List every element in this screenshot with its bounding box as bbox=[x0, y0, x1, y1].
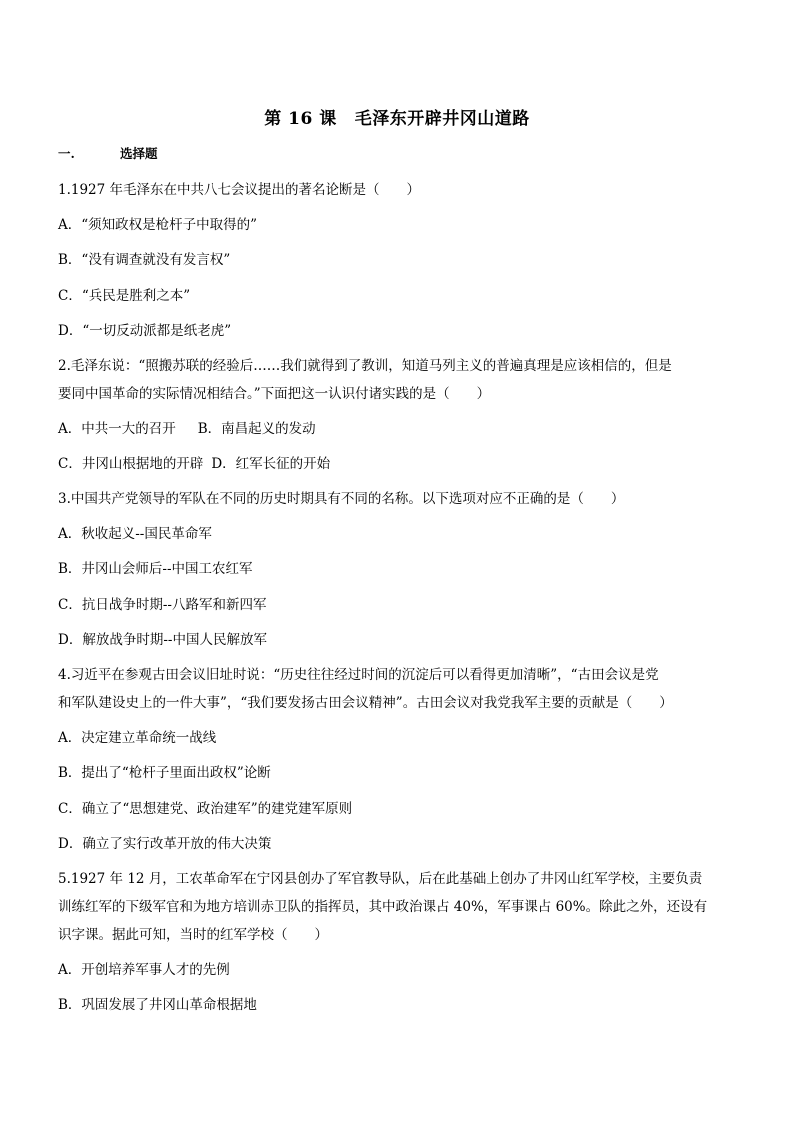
lesson-number: 第 16 课 bbox=[264, 109, 337, 129]
question-2-options-row-2 bbox=[58, 452, 330, 472]
question-1-option-a: A．“须知政权是枪杆子中取得的” bbox=[58, 217, 258, 233]
section-heading bbox=[58, 144, 158, 162]
question-3-stem: 3.中国共产党领导的军队在不同的历史时期具有不同的名称。以下选项对应不正确的是（ ） bbox=[58, 491, 625, 507]
question-2-stem-line-1: 2.毛泽东说：“照搬苏联的经验后……我们就得到了教训，知道马列主义的普遍真理是应该相信的，但是 bbox=[58, 358, 672, 374]
question-4-stem-line-1: 4.习近平在参观古田会议旧址时说：“历史往往经过时间的沉淀后可以看得更加清晰”，“古田会议是党 bbox=[58, 667, 659, 683]
question-3-option-b: B．井冈山会师后--中国工农红军 bbox=[58, 561, 253, 577]
section-number: 一. bbox=[58, 146, 75, 161]
question-1-option-d: D．“一切反动派都是纸老虎” bbox=[58, 323, 232, 339]
question-5-stem-line-3: 识字课。据此可知，当时的红军学校（ ） bbox=[58, 927, 328, 943]
question-4-stem-line-2: 和军队建设史上的一件大事”，“我们要发扬古田会议精神”。古田会议对我党我军主要的贡献是（ ） bbox=[58, 695, 673, 711]
section-label: 选择题 bbox=[120, 146, 158, 161]
question-4-option-b: B．提出了“枪杆子里面出政权”论断 bbox=[58, 765, 271, 781]
question-3-option-d: D．解放战争时期--中国人民解放军 bbox=[58, 632, 267, 648]
question-2-options-row-1 bbox=[58, 417, 316, 437]
question-4-option-a: A．决定建立革命统一战线 bbox=[58, 730, 217, 746]
question-2-option-d: D．红军长征的开始 bbox=[211, 456, 331, 472]
question-5-option-b: B．巩固发展了井冈山革命根据地 bbox=[58, 997, 257, 1013]
lesson-title: 毛泽东开辟井冈山道路 bbox=[354, 109, 530, 129]
question-2-stem-line-2: 要同中国革命的实际情况相结合。”下面把这一认识付诸实践的是（ ） bbox=[58, 386, 491, 402]
question-4-option-d: D．确立了实行改革开放的伟大决策 bbox=[58, 836, 272, 852]
question-5-option-a: A．开创培养军事人才的先例 bbox=[58, 962, 230, 978]
question-1-option-c: C．“兵民是胜利之本” bbox=[58, 288, 191, 304]
question-3-option-a: A．秋收起义--国民革命军 bbox=[58, 526, 212, 542]
question-1-option-b: B．“没有调查就没有发言权” bbox=[58, 252, 231, 268]
question-2-option-b: B．南昌起义的发动 bbox=[197, 421, 316, 437]
question-1-stem: 1.1927 年毛泽东在中共八七会议提出的著名论断是（ ） bbox=[58, 182, 421, 198]
page-title bbox=[0, 104, 794, 129]
question-5-stem-line-2: 训练红军的下级军官和为地方培训赤卫队的指挥员，其中政治课占 40%，军事课占 60%。除此之外，还设有 bbox=[58, 899, 708, 915]
question-5-stem-line-1: 5.1927 年 12 月，工农革命军在宁冈县创办了军官教导队，后在此基础上创办了井冈山红军学校，主要负责 bbox=[58, 871, 703, 887]
question-2-option-c: C．井冈山根据地的开辟 bbox=[58, 456, 204, 472]
question-2-option-a: A．中共一大的召开 bbox=[58, 421, 176, 437]
question-3-option-c: C．抗日战争时期--八路军和新四军 bbox=[58, 597, 267, 613]
question-4-option-c: C．确立了“思想建党、政治建军”的建党建军原则 bbox=[58, 801, 353, 817]
